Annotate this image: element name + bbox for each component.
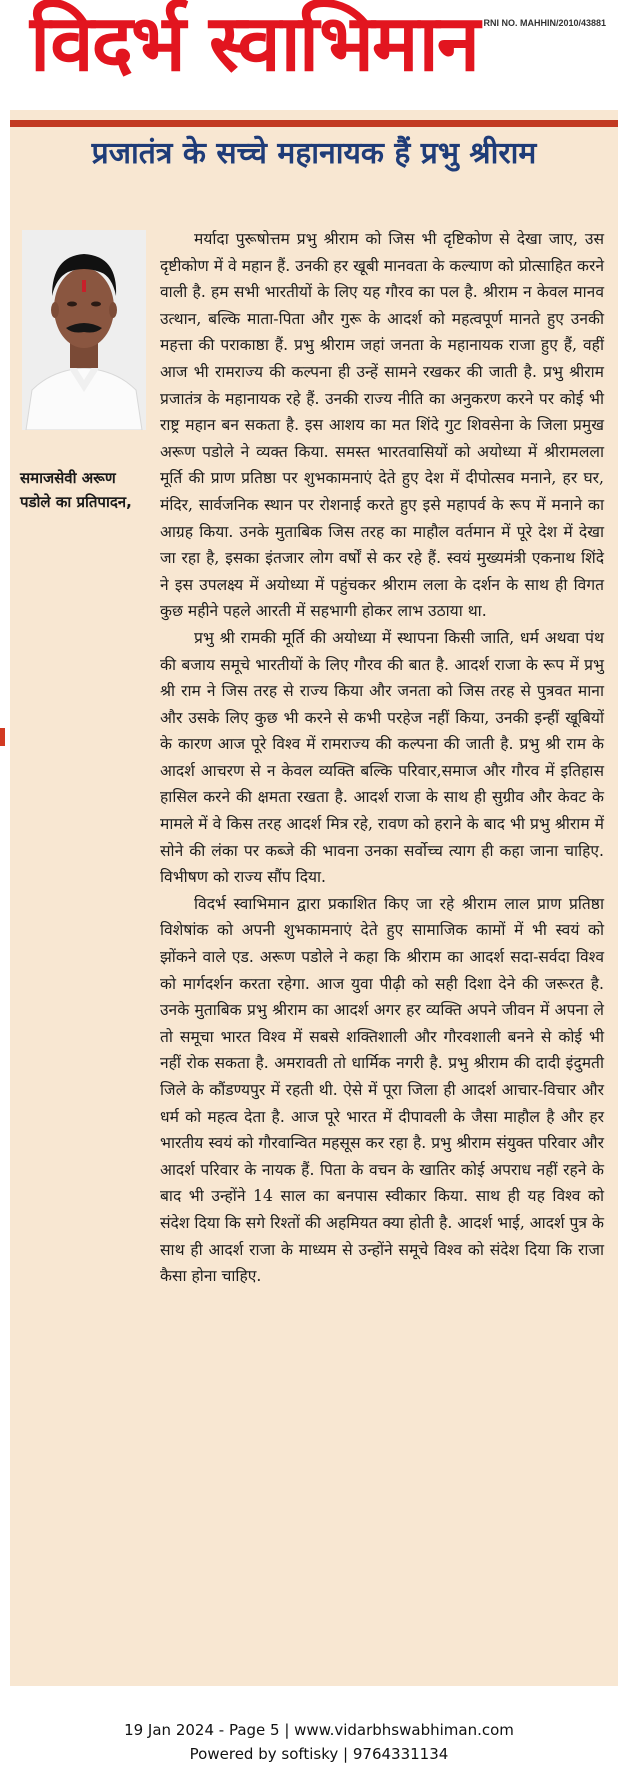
- article-headline: प्रजातंत्र के सच्चे महानायक हैं प्रभु श्रीराम: [91, 136, 537, 171]
- author-photo: [22, 230, 146, 430]
- page-footer: [0, 1718, 638, 1766]
- adjacent-clipping-edge: [0, 728, 5, 746]
- footer-date-page-url: 19 Jan 2024 - Page 5 | www.vidarbhswabhiman.com: [124, 1721, 514, 1739]
- footer-powered-by: Powered by softisky | 9764331134: [189, 1745, 449, 1763]
- header-rule: [10, 120, 618, 127]
- article-body: [160, 226, 604, 1290]
- masthead: [0, 0, 638, 110]
- article-paragraph: प्रभु श्री रामकी मूर्ति की अयोध्या में स्थापना किसी जाति, धर्म अथवा पंथ की बजाय समूचे भारतीयों के लिए गौरव की बात है. आदर्श राजा के रूप में प्रभु श्री राम ने जिस तरह से राज्य किया और जनता को जिस तरह से पुत्रवत माना और उसके लिए कुछ भी करने से कभी परहेज नहीं किया, उनकी इन्हीं खूबियों के कारण आज पूरे विश्व में रामराज्य की कल्पना की जाती है. प्रभु श्री राम के आदर्श आचरण से न केवल व्यक्ति बल्कि परिवार,समाज और गौरव में इतिहास हासिल करने की क्षमता रखता है. आदर्श राजा के साथ ही सुग्रीव और केवट के मामले में वे किस तरह आदर्श मित्र रहे, रावण को हराने के बाद भी प्रभु श्रीराम में सोने की लंका पर कब्जे की भावना उनका सर्वोच्च त्याग ही कहा जाना चाहिए. विभीषण को राज्य सौंप दिया.: [160, 628, 604, 887]
- newspaper-name: विदर्भ स्वाभिमान: [30, 0, 479, 89]
- article-clipping: [10, 110, 618, 1686]
- article-paragraph: विदर्भ स्वाभिमान द्वारा प्रकाशित किए जा रहे श्रीराम लाल प्राण प्रतिष्ठा विशेषांक को अपनी शुभकामनाएं देते हुए सामाजिक कामों में भी स्वयं को झोंकने वाले एड. अरूण पडोले ने कहा कि श्रीराम का आदर्श सदा-सर्वदा विश्व को मार्गदर्शन करता रहेगा. आज युवा पीढ़ी को सही दिशा देने की जरूरत है. उनके मुताबिक प्रभु श्रीराम का आदर्श अगर हर व्यक्ति अपने जीवन में अपना ले तो समूचा भारत विश्व में सबसे शक्तिशाली और गौरवशाली बनने से कोई भी नहीं रोक सकता है. अमरावती तो धार्मिक नगरी है. प्रभु श्रीराम की दादी इंदुमती जिले के कौंडण्यपुर में रहती थी. ऐसे में पूरा जिला ही आदर्श आचार-विचार और धर्म को महत्व देता है. आज पूरे भारत में दीपावली के जैसा माहौल है और हर भारतीय स्वयं को गौरवान्वित महसूस कर रहा है. प्रभु श्रीराम संयुक्त परिवार और आदर्श परिवार के नायक हैं. पिता के वचन के खातिर कोई अपराध नहीं रहने के बाद भी उन्होंने 14 साल का बनपास स्वीकार किया. साथ ही यह विश्व को संदेश दिया कि सगे रिश्तों की अहमियत क्या होती है. आदर्श भाई, आदर्श पुत्र के साथ ही आदर्श राजा के माध्यम से उन्होंने समूचे विश्व को संदेश दिया कि राजा कैसा होना चाहिए.: [160, 894, 604, 1286]
- photo-caption: समाजसेवी अरूण पडोले का प्रतिपादन,: [20, 469, 132, 511]
- article-paragraph: मर्यादा पुरूषोत्तम प्रभु श्रीराम को जिस भी दृष्टिकोण से देखा जाए, उस दृष्टीकोण में वे महान हैं. उनकी हर खूबी मानवता के कल्याण को प्रोत्साहित करने वाली है. हम सभी भारतीयों के लिए यह गौरव का पल है. श्रीराम न केवल मानव उत्थान, बल्कि माता-पिता और गुरू के आदर्श को महत्वपूर्ण मानते हुए उनकी महत्ता की पराकाष्ठा हैं. प्रभु श्रीराम जहां जनता के महानायक राजा हुए हैं, वहीं आज भी रामराज्य की कल्पना ही उन्हें सामने रखकर की जाती है. प्रभु श्रीराम प्रजातंत्र के महानायक रहे हैं. उनकी राज्य नीति का अनुकरण करने पर कोई भी राष्ट्र महान बन सकता है. इस आशय का मत शिंदे गुट शिवसेना के जिला प्रमुख अरूण पडोले ने व्यक्त किया. समस्त भारतवासियों को अयोध्या में श्रीरामलला मूर्ति की प्राण प्रतिष्ठा पर शुभकामनाएं देते हुए देश में दीपोत्सव मनाने, हर घर, मंदिर, सार्वजनिक स्थान पर रोशनाई करते हुए इसे महापर्व के रूप में मनाने का आग्रह किया. उनके मुताबिक जिस तरह का माहौल वर्तमान में पूरे देश में देखा जा रहा है, इसका इंतजार लोग वर्षों से कर रहे हैं. स्वयं मुख्यमंत्री एकनाथ शिंदे ने इस उपलक्ष्य में अयोध्या में पहुंचकर श्रीराम लला के दर्शन के साथ ही विगत कुछ महीने पहले आरती में सहभागी होकर लाभ उठाया था.: [160, 230, 604, 621]
- portrait-image: [22, 230, 146, 430]
- rni-number: RNI NO. MAHHIN/2010/43881: [483, 18, 606, 28]
